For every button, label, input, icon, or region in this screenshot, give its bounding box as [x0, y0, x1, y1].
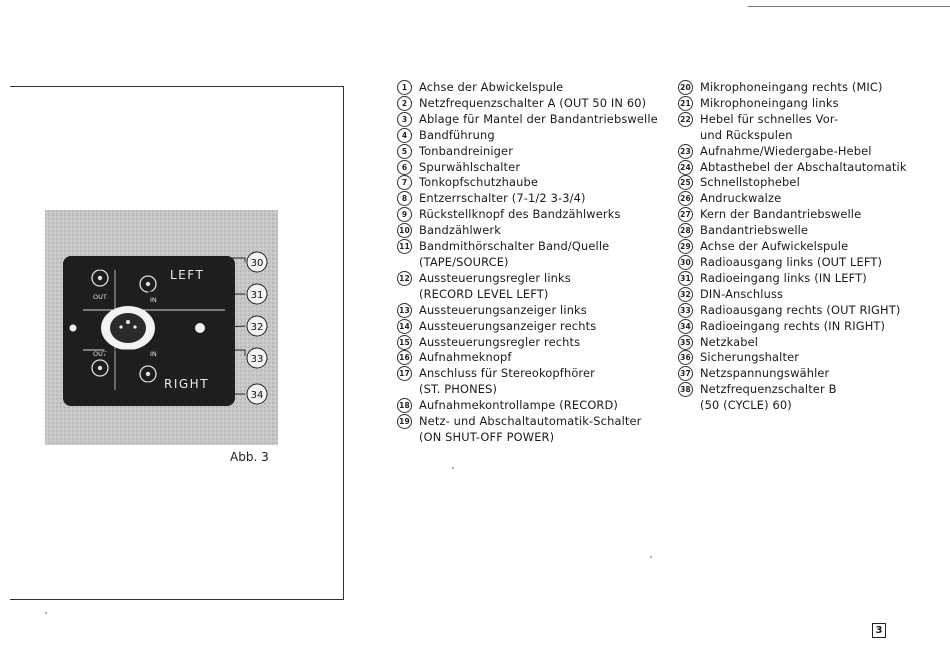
- legend-text: Radioausgang rechts (OUT RIGHT): [700, 302, 901, 317]
- callout-30: [247, 252, 267, 272]
- legend-text: Netzspannungswähler: [700, 366, 830, 381]
- legend-text: Spurwählschalter: [419, 159, 521, 174]
- legend-number-badge: 5: [397, 144, 412, 159]
- legend-text: Schnellstophebel: [700, 175, 800, 190]
- callout-33: [247, 348, 267, 368]
- legend-right-column: [678, 80, 907, 414]
- legend-number-badge: 22: [678, 112, 693, 127]
- legend-number: [397, 271, 419, 303]
- svg-text:33: 33: [250, 354, 264, 365]
- legend-number-badge: 23: [678, 144, 693, 159]
- legend-number-badge: 9: [397, 207, 412, 222]
- legend-number: [397, 160, 419, 176]
- panel-label-in-top: IN: [150, 296, 157, 304]
- legend-number: [678, 191, 700, 207]
- legend-text: Kern der Bandantriebswelle: [700, 207, 862, 222]
- legend-number: [397, 191, 419, 207]
- legend-item: [678, 271, 907, 287]
- legend-item: [678, 350, 907, 366]
- legend-number-badge: 6: [397, 160, 412, 175]
- legend-text: Achse der Abwickelspule: [419, 80, 564, 94]
- legend-number: [678, 382, 700, 414]
- legend-number-badge: 37: [678, 366, 693, 381]
- legend-text: Netzkabel: [700, 334, 759, 349]
- legend-item: [397, 128, 658, 144]
- legend-number: [678, 271, 700, 287]
- speck: [452, 467, 454, 469]
- legend-text: Rückstellknopf des Bandzählwerks: [419, 207, 621, 222]
- legend-number: [397, 319, 419, 335]
- panel-label-out-top: OUT: [93, 293, 107, 301]
- legend-number: [397, 223, 419, 239]
- legend-number: [678, 350, 700, 366]
- legend-text: Aussteuerungsanzeiger links: [419, 302, 587, 317]
- legend-item: [397, 271, 658, 303]
- svg-text:32: 32: [250, 322, 264, 333]
- legend-number: [397, 207, 419, 223]
- legend-text: Netz- und Abschaltautomatik-Schalter: [419, 414, 642, 429]
- legend-text: Bandzählwerk: [419, 223, 501, 238]
- legend-number-badge: 35: [678, 335, 693, 350]
- legend-item: [397, 350, 658, 366]
- legend-item: [678, 160, 907, 176]
- legend-number: [397, 366, 419, 398]
- legend-number: [397, 239, 419, 271]
- legend-number-badge: 10: [397, 223, 412, 238]
- svg-text:34: 34: [250, 390, 264, 401]
- legend-number: [397, 80, 419, 96]
- figure-caption: Abb. 3: [230, 450, 269, 464]
- legend-number-badge: 1: [397, 80, 412, 95]
- legend-text: Anschluss für Stereokopfhörer: [419, 366, 596, 381]
- legend-number-badge: 32: [678, 287, 693, 302]
- callout-34: [247, 384, 267, 404]
- legend-number: [678, 175, 700, 191]
- legend-text: Aussteuerungsregler rechts: [419, 334, 581, 349]
- panel-label-left: LEFT: [170, 268, 205, 282]
- legend-text: Mikrophoneingang links: [700, 95, 839, 110]
- legend-number-badge: 17: [397, 366, 412, 381]
- figure-photo: [45, 210, 278, 445]
- legend-number-badge: 33: [678, 303, 693, 318]
- legend-item: [678, 335, 907, 351]
- legend-text: Hebel für schnelles Vor-: [700, 111, 839, 126]
- legend-item: [397, 191, 658, 207]
- legend-number-badge: 31: [678, 271, 693, 286]
- legend-text: Achse der Aufwickelspule: [700, 239, 849, 254]
- legend-item: [678, 255, 907, 271]
- legend-text: Andruckwalze: [700, 191, 782, 206]
- legend-item: [397, 160, 658, 176]
- legend-item: [678, 191, 907, 207]
- legend-number: [397, 303, 419, 319]
- legend-item: [397, 96, 658, 112]
- legend-text: Tonbandreiniger: [419, 143, 514, 158]
- legend-text: (ST. PHONES): [419, 382, 498, 397]
- legend-text: Aufnahmekontrollampe (RECORD): [419, 398, 619, 413]
- legend-number: [678, 335, 700, 351]
- legend-text: Netzfrequenzschalter A (OUT 50 IN 60): [419, 95, 647, 110]
- legend-number: [397, 350, 419, 366]
- legend-item: [397, 144, 658, 160]
- legend-number-badge: 38: [678, 382, 693, 397]
- legend-number-badge: 20: [678, 80, 693, 95]
- legend-number: [678, 287, 700, 303]
- legend-number: [678, 239, 700, 255]
- page-number: 3: [872, 623, 886, 638]
- legend-number-badge: 30: [678, 255, 693, 270]
- legend-text: Radioeingang rechts (IN RIGHT): [700, 318, 886, 333]
- legend-item: [678, 382, 907, 414]
- legend-item: [678, 319, 907, 335]
- legend-number: [678, 144, 700, 160]
- legend-number: [678, 80, 700, 96]
- legend-text: Mikrophoneingang rechts (MIC): [700, 80, 883, 94]
- legend-text: DIN-Anschluss: [700, 286, 784, 301]
- legend-item: [678, 175, 907, 191]
- legend-item: [397, 239, 658, 271]
- legend-number-badge: 21: [678, 96, 693, 111]
- legend-number: [678, 366, 700, 382]
- legend-number-badge: 19: [397, 414, 412, 429]
- legend-text: Aussteuerungsanzeiger rechts: [419, 318, 597, 333]
- panel-label-out-bottom: OUT: [93, 350, 107, 358]
- legend-number-badge: 27: [678, 207, 693, 222]
- legend-text: Aufnahmeknopf: [419, 350, 512, 365]
- legend-item: [678, 366, 907, 382]
- legend-number-badge: 24: [678, 160, 693, 175]
- legend-number: [678, 160, 700, 176]
- legend-text: Radioeingang links (IN LEFT): [700, 270, 867, 285]
- legend-item: [397, 398, 658, 414]
- legend-number: [397, 175, 419, 191]
- legend-number-badge: 8: [397, 191, 412, 206]
- legend-item: [678, 80, 907, 96]
- legend-item: [678, 223, 907, 239]
- legend-text: Entzerrschalter (7-1/2 3-3/4): [419, 191, 586, 206]
- legend-number-badge: 3: [397, 112, 412, 127]
- legend-number: [397, 335, 419, 351]
- legend-number: [397, 398, 419, 414]
- legend-number-badge: 18: [397, 398, 412, 413]
- legend-text: Aussteuerungsregler links: [419, 270, 571, 285]
- legend-text: und Rückspulen: [700, 127, 793, 142]
- legend-number-badge: 13: [397, 303, 412, 318]
- legend-number: [397, 96, 419, 112]
- panel-label-right: RIGHT: [164, 377, 210, 391]
- legend-number-badge: 29: [678, 239, 693, 254]
- legend-text: (ON SHUT-OFF POWER): [419, 429, 555, 444]
- legend-item: [397, 175, 658, 191]
- legend-number-badge: 15: [397, 335, 412, 350]
- legend-item: [678, 144, 907, 160]
- legend-item: [397, 223, 658, 239]
- legend-item: [397, 112, 658, 128]
- legend-item: [397, 207, 658, 223]
- legend-text: Bandführung: [419, 127, 495, 142]
- legend-number: [678, 112, 700, 144]
- legend-number-badge: 14: [397, 319, 412, 334]
- legend-text: Aufnahme/Wiedergabe-Hebel: [700, 143, 872, 158]
- legend-item: [397, 303, 658, 319]
- legend-number: [678, 255, 700, 271]
- legend-item: [397, 80, 658, 96]
- speck: [45, 612, 47, 614]
- legend-item: [678, 96, 907, 112]
- legend-item: [678, 207, 907, 223]
- svg-text:31: 31: [250, 290, 264, 301]
- legend-number: [397, 414, 419, 446]
- legend-number-badge: 28: [678, 223, 693, 238]
- legend-number-badge: 26: [678, 191, 693, 206]
- legend-text: Bandmithörschalter Band/Quelle: [419, 239, 610, 254]
- legend-text: (TAPE/SOURCE): [419, 254, 509, 269]
- legend-number: [678, 303, 700, 319]
- legend-number: [397, 128, 419, 144]
- legend-item: [397, 366, 658, 398]
- legend-number: [678, 223, 700, 239]
- header-rule: [748, 6, 950, 7]
- callout-32: [247, 316, 267, 336]
- svg-text:30: 30: [250, 258, 264, 269]
- legend-number-badge: 11: [397, 239, 412, 254]
- legend-item: [397, 414, 658, 446]
- panel-label-in-bottom: IN: [150, 350, 157, 358]
- legend-number-badge: 12: [397, 271, 412, 286]
- legend-item: [678, 303, 907, 319]
- legend-text: (RECORD LEVEL LEFT): [419, 286, 549, 301]
- legend-left-column: [397, 80, 658, 446]
- legend-number-badge: 34: [678, 319, 693, 334]
- speck: [650, 556, 652, 558]
- legend-number-badge: 25: [678, 175, 693, 190]
- legend-number-badge: 2: [397, 96, 412, 111]
- legend-text: Sicherungshalter: [700, 350, 800, 365]
- callout-31: [247, 284, 267, 304]
- legend-item: [678, 112, 907, 144]
- legend-number: [678, 96, 700, 112]
- legend-item: [678, 239, 907, 255]
- legend-number-badge: 7: [397, 175, 412, 190]
- legend-number: [678, 319, 700, 335]
- legend-number: [397, 144, 419, 160]
- legend-number-badge: 16: [397, 350, 412, 365]
- legend-item: [397, 335, 658, 351]
- legend-number: [678, 207, 700, 223]
- legend-text: (50 (CYCLE) 60): [700, 398, 792, 413]
- legend-text: Tonkopfschutzhaube: [419, 175, 539, 190]
- legend-item: [397, 319, 658, 335]
- legend-text: Radioausgang links (OUT LEFT): [700, 254, 883, 269]
- legend-text: Bandantriebswelle: [700, 223, 809, 238]
- legend-number: [397, 112, 419, 128]
- legend-text: Netzfrequenzschalter B: [700, 382, 837, 397]
- legend-number-badge: 36: [678, 350, 693, 365]
- legend-text: Ablage für Mantel der Bandantriebswelle: [419, 111, 658, 126]
- legend-text: Abtasthebel der Abschaltautomatik: [700, 159, 907, 174]
- legend-item: [678, 287, 907, 303]
- legend-number-badge: 4: [397, 128, 412, 143]
